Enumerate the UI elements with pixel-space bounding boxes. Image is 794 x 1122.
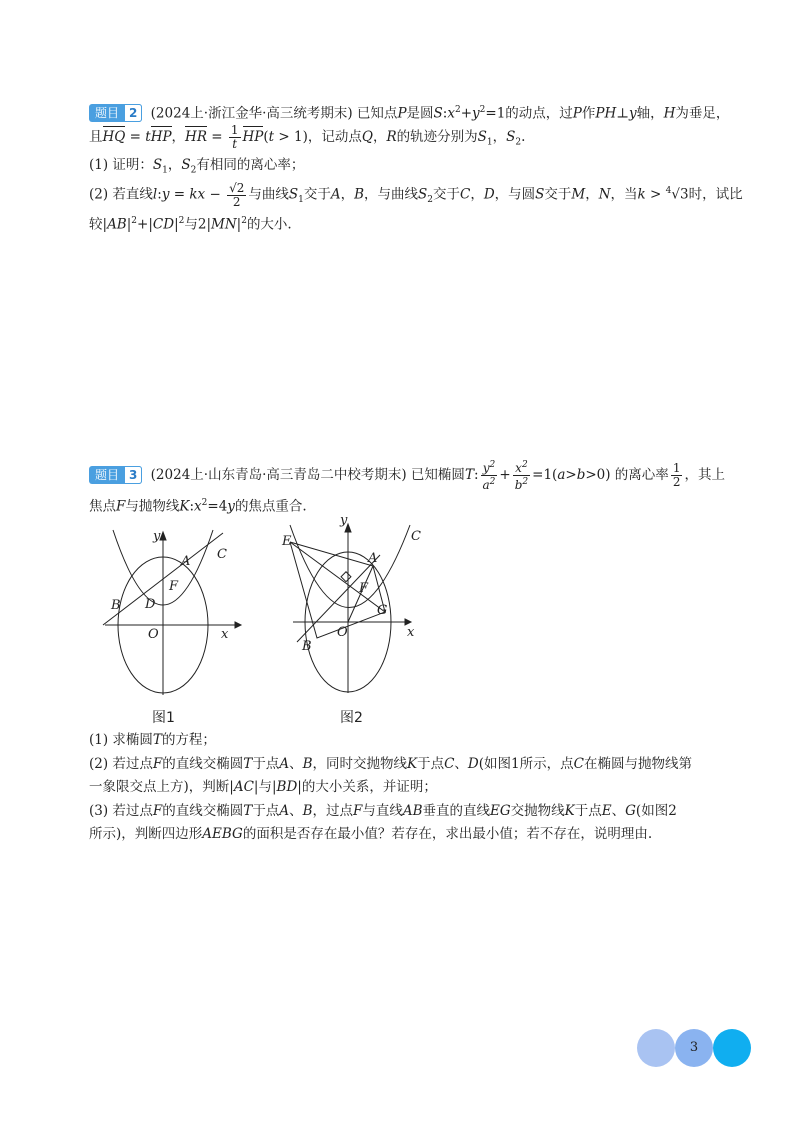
fig2-label-C: C xyxy=(411,529,421,544)
problem2-q1: (1) 证明：$S_1$，$S_2$有相同的离心率； xyxy=(89,157,305,176)
fig2-label-B: B xyxy=(302,639,312,654)
fig1-label-F: F xyxy=(169,579,179,594)
fig1-label-B: B xyxy=(111,598,121,613)
problem2-line1: 题目 2 (2024上·浙江金华·高三统考期末) 已知点P是圆$S:x^2+y^2=1$的动点，过P作PH⊥y轴，H为垂足， xyxy=(89,99,729,125)
fig1-label-x: x xyxy=(221,627,229,642)
fig2-label-A: A xyxy=(368,551,378,566)
page-number: 3 xyxy=(675,1029,713,1067)
page-circle-left xyxy=(637,1029,675,1067)
fig1-label-A: A xyxy=(181,554,191,569)
figure-2 xyxy=(290,524,411,693)
figures-svg xyxy=(95,510,435,700)
fig2-label-y: y xyxy=(340,513,348,528)
fig2-label-F: F xyxy=(359,581,369,596)
fig1-label-C: C xyxy=(217,547,227,562)
fig2-caption: 图2 xyxy=(340,710,363,726)
problem2-badge: 题目 2 xyxy=(89,104,142,122)
fig1-label-O: O xyxy=(148,627,159,642)
problem2-q2: (2) 若直线l:y = kx − $\frac{√2}{2}$ 与曲线$S_1$交于A，B，与曲线$S_2$交于C，D，与圆S交于M，N，当k > $^4$√3时，试比 xyxy=(89,180,743,209)
fig2-label-E: E xyxy=(282,534,292,549)
problem3-q1: (1) 求椭圆T的方程； xyxy=(89,732,216,748)
fig2-label-G: G xyxy=(377,603,388,618)
fig1-label-y: y xyxy=(153,529,161,544)
fig1-x-arrow xyxy=(235,622,241,628)
fig1-y-arrow xyxy=(160,532,166,540)
fig2-label-O: O xyxy=(337,625,348,640)
fig1-label-D: D xyxy=(145,597,156,612)
page-circle-right xyxy=(713,1029,751,1067)
problem3-line1: 题目 3 (2024上·山东青岛·高三青岛二中校考期末) 已知椭圆T: $\frac{y^2}{a^2}$ + $\frac{x^2}{b^2}$ =1(a>b>0) 的离心率 $\frac{1}{2}$ ，其上 xyxy=(89,459,725,492)
fig1-caption: 图1 xyxy=(152,710,175,726)
problem3-badge: 题目 3 xyxy=(89,466,142,484)
problem3-q2a: (2) 若过点F的直线交椭圆T于点A、B，同时交抛物线K于点C、D(如图1所示，点C在椭圆与抛物线第 xyxy=(89,756,692,772)
problem2-q2b: 较$|AB|^2+|CD|^2$与$2|MN|^2$的大小. xyxy=(89,216,292,233)
problem3-q3a: (3) 若过点F的直线交椭圆T于点A、B，过点F与直线AB垂直的直线EG交抛物线K于点E、G(如图2 xyxy=(89,803,677,819)
problem3-q2b: 一象限交点上方)，判断|AC|与|BD|的大小关系，并证明； xyxy=(89,779,437,795)
fig2-label-x: x xyxy=(407,625,415,640)
problem3-q3b: 所示)，判断四边形AEBG的面积是否存在最小值？若存在，求出最小值；若不存在，说明理由. xyxy=(89,826,653,842)
problem3-line2: 焦点F与抛物线$K:x^2=4y$的焦点重合. xyxy=(89,498,307,515)
problem2-line2: 且HQ = tHP，HR = $\frac{1}{t}$ HP(t > 1)，记动点Q，R的轨迹分别为$S_1$，$S_2$. xyxy=(89,123,526,151)
